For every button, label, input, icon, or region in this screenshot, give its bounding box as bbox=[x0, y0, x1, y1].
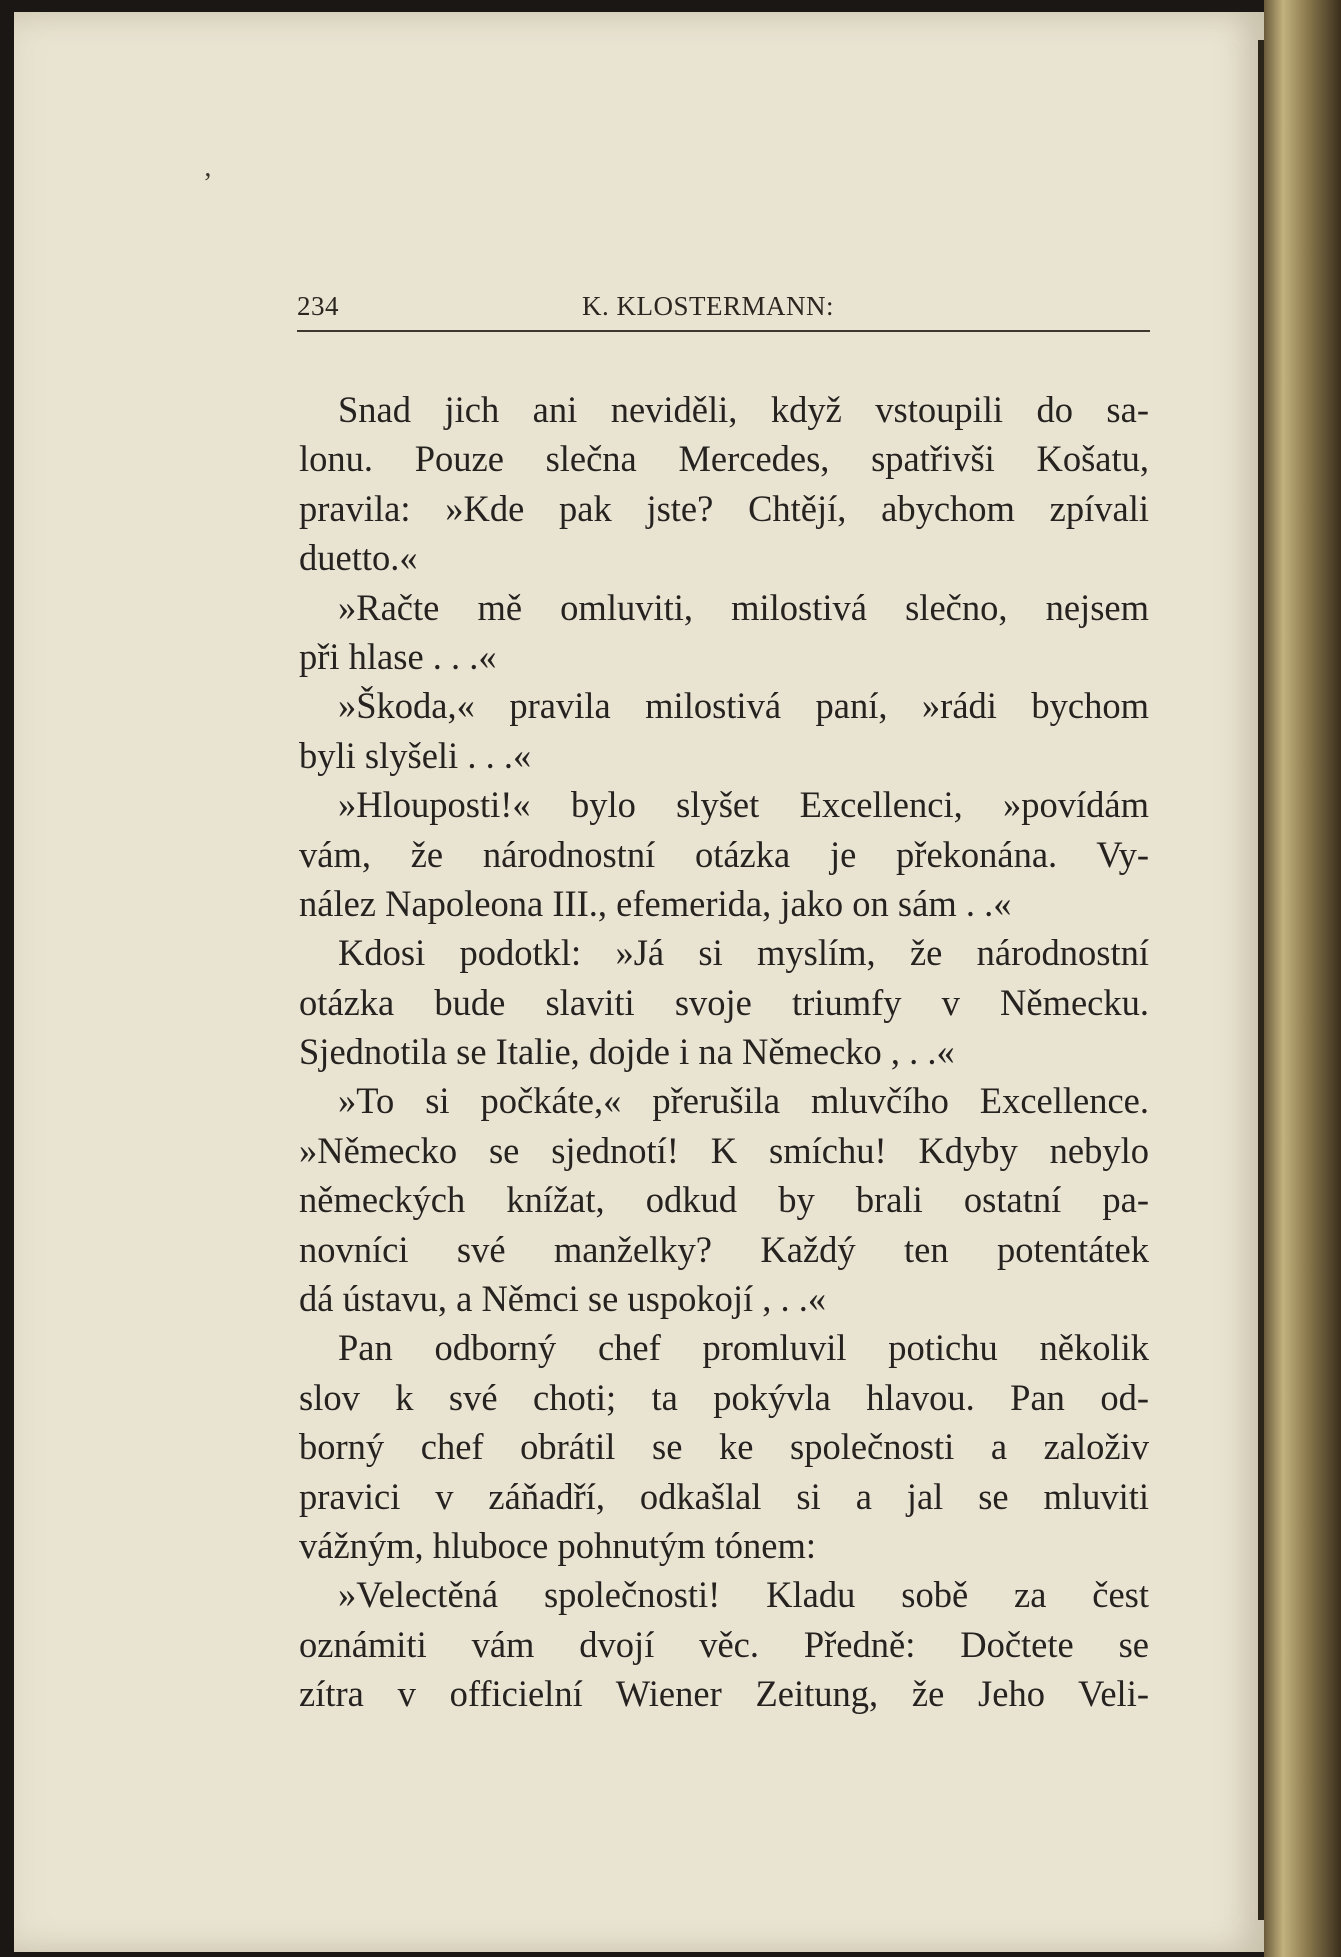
text-line: »To si počkáte,« přerušila mluvčího Excellence. bbox=[338, 1080, 1149, 1122]
page-number: 234 bbox=[297, 291, 339, 321]
book-spine bbox=[1264, 0, 1341, 1957]
text-line: pravila: »Kde pak jste? Chtějí, abychom zpívali bbox=[299, 487, 1149, 529]
text-line: vám, že národnostní otázka je překonána. Vy- bbox=[299, 833, 1149, 875]
header-rule bbox=[297, 330, 1150, 332]
text-line: novníci své manželky? Každý ten potentátek bbox=[299, 1228, 1149, 1270]
text-line: byli slyšeli . . .« bbox=[299, 734, 532, 776]
text-line: Pan odborný chef promluvil potichu několik bbox=[338, 1327, 1149, 1369]
text-line: vážným, hluboce pohnutým tónem: bbox=[299, 1524, 816, 1566]
body-text bbox=[299, 385, 1149, 1719]
text-line: dá ústavu, a Němci se uspokojí , . .« bbox=[299, 1278, 827, 1320]
text-line: pravici v záňadří, odkašlal si a jal se mluviti bbox=[299, 1475, 1149, 1517]
text-line: lonu. Pouze slečna Mercedes, spatřivši Košatu, bbox=[299, 438, 1149, 480]
text-line: při hlase . . .« bbox=[299, 635, 497, 677]
text-line: Sjednotila se Italie, dojde i na Německo , . .« bbox=[299, 1031, 955, 1073]
text-line: »Hlouposti!« bylo slyšet Excellenci, »povídám bbox=[338, 784, 1149, 826]
text-line: otázka bude slaviti svoje triumfy v Německu. bbox=[299, 981, 1149, 1023]
text-line: »Německo se sjednotí! K smíchu! Kdyby nebylo bbox=[299, 1129, 1149, 1171]
text-line: »Račte mě omluviti, milostivá slečno, nejsem bbox=[338, 586, 1149, 628]
text-line: »Velectěná společnosti! Kladu sobě za čest bbox=[338, 1574, 1149, 1616]
text-line: slov k své choti; ta pokývla hlavou. Pan od- bbox=[299, 1376, 1149, 1418]
text-line: »Škoda,« pravila milostivá paní, »rádi bychom bbox=[338, 685, 1149, 727]
running-head: K. KLOSTERMANN: bbox=[582, 291, 835, 321]
text-line: Snad jich ani neviděli, když vstoupili do sa- bbox=[338, 389, 1149, 430]
text-line: nález Napoleona III., efemerida, jako on sám . .« bbox=[299, 882, 1012, 924]
text-line: duetto.« bbox=[299, 537, 418, 579]
stray-ink-mark: ’ bbox=[203, 168, 213, 199]
text-line: německých knížat, odkud by brali ostatní pa- bbox=[299, 1179, 1149, 1221]
text-line: borný chef obrátil se ke společnosti a založiv bbox=[299, 1426, 1149, 1468]
page-header bbox=[297, 291, 1150, 331]
text-line: zítra v officielní Wiener Zeitung, že Jeho Veli- bbox=[299, 1673, 1149, 1715]
text-line: oznámiti vám dvojí věc. Předně: Dočtete se bbox=[299, 1623, 1149, 1665]
text-line: Kdosi podotkl: »Já si myslím, že národnostní bbox=[338, 932, 1149, 974]
